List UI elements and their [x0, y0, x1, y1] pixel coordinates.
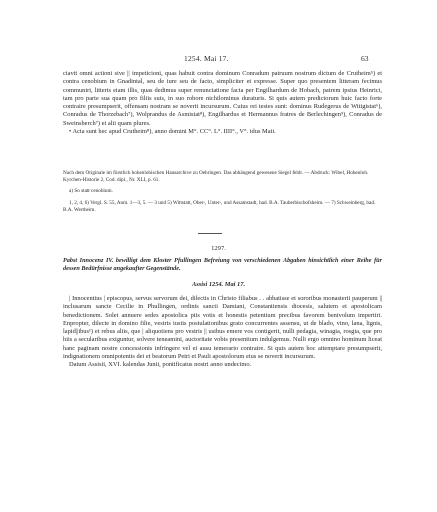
explanatory-footnotes: 1, 2, 4, 6) Vergl. S. 55, Anm. 1—3, 5. — 3 und 5) Wittstatt, Ober-, Unter-, und Assamstadt, bad. B.A. Tauberbischofsheim. — 7) Schweinberg, bad. B.A. Wertheim. — [63, 200, 376, 213]
document-dateline: Assisi 1254. Mai 17. — [191, 281, 246, 288]
page-number: 63 — [361, 54, 369, 63]
section-divider — [198, 233, 222, 234]
running-header-date: 1254. Mai 17. — [184, 54, 229, 63]
document-number: 1297. — [211, 245, 226, 252]
charter-1253-continuation — [63, 70, 382, 136]
source-note: Nach dem Originale im fürstlich hohenlohischen Hausarchive zu Oehringen. Das abhängend gewesene Siegel fehlt. — Abdruck: Wibel, Hohenloh. Kyrchen-Historie 2, Cod. dipl., Nr. XLI, p. 61. — [63, 170, 369, 183]
papal-bull-text — [63, 295, 382, 370]
textual-footnote: a) So statt cenobium. — [69, 188, 113, 194]
charter-body-paragraph: ciavit omni actioni sive || impeticioni, quas habuit contra dominum Conradum patruum nostrum dictum de Crutheim⁵) et contra cenobium in Gnadintal, seu de iure seu de facto, simpliciter et expresse. Super quo presentem litteram fecimus communiri, litteris eiam illis, quas dedimus super renunciatione facta per Engilhardum de Hobach, patrem ipsius Heinrici, tam pro parte sua quam pro filiis suis, in suo robore nichilominus duraturis. Si quis autem predictorum huic facto forte contraire presumpserit, offensam nostram se noverit incursurum. Cuius rei testes sunt: dominus Rudegerus de Witigistat⁶), Conradus de Thorzebach⁷), Wolprandus de Asmistat⁸), Engilhardus et Hermannus fratres de Berlechingen⁹), Conradus de Sweinsberch⁷) et alii quam plures. — [63, 70, 382, 127]
bull-body-paragraph: | Innocentius | episcopus, servus servorum dei, dilectis in Christo filiabus . . abbatisse et sororibus monasterii pauperum || inclusarum sancte Cecilie in Phullingen, ordinis sancti Damiani, Constantiensis diocesis, salutem et apostolicam benedictionem. Solet annuere sedes apostolica piis votis et honestis petentium precibus favorem benivolum impertiri. Enpropter, dilecte in domino filie, vestris iustis postulationibus grato concurrentes assensu, ut de blado, vino, lana, lignis, lapid||ibus¹) et rebus aliis, que | aliquotiens pro vestris || usibus emere vos contigerit, nulli pedagia, winagia, rosgia, que pro hiis a secularibus exiguntur, solvere teneamini, auctoritate vobis presentium indulgemus. Nulli ergo omnino hominum liceat hanc paginam nostre concessionis infringere vel ei ausu temerario contraire. Si quis autem hoc attemptare presumpserit, indignationem omnipotentis dei et beatorum Petri et Pauli apostolorum eius se noverit incursurum. — [63, 295, 382, 361]
bull-closing-date: Datum Assisii, XVI. kalendas Junii, pontificatus nostri anno undecimo. — [69, 361, 252, 369]
regest-summary: Pabst Innocenz IV. bewilligt dem Kloster Pfullingen Befreiung von verschiedenen Abgaben hinsichtlich einer Reihe für dessen Bedürfnisse angekaufter Gegenstände. — [63, 257, 382, 272]
charter-dating-clause: • Acta sunt hec apud Crutheim⁸), anno domini M°. CC°. L°. IIII°., V°. idus Maii. — [69, 128, 276, 136]
